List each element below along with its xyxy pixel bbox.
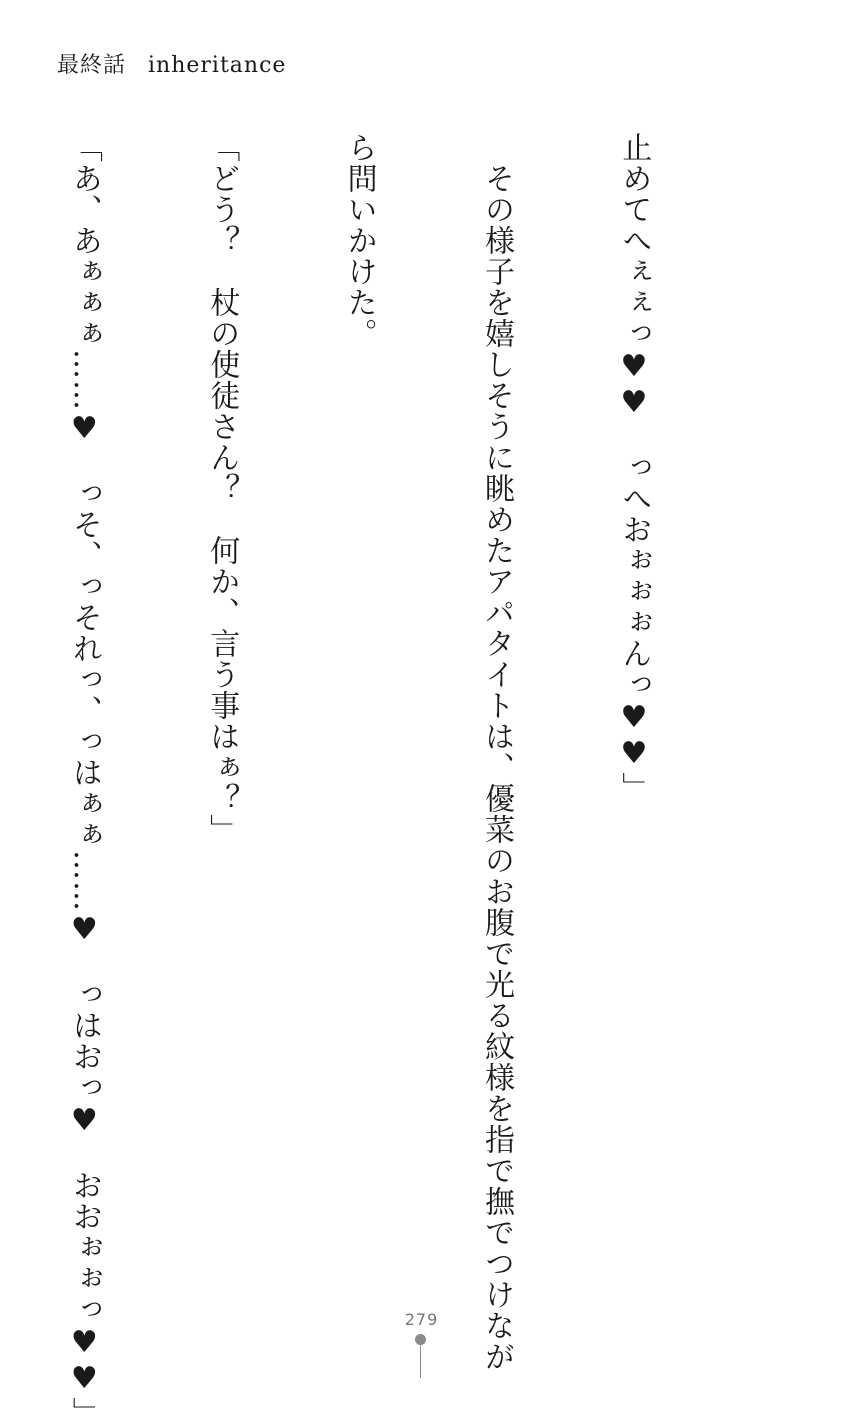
text-line: 「あ、あぁぁぁ……♥ っそ、っそれっ、っはぁぁ……♥ っはおっ♥ おおぉぉっ♥♥」 [66,132,102,1428]
page-marker-line [420,1344,421,1378]
chapter-label: 最終話 [57,53,127,78]
text-line: ら問いかけた。 [341,132,377,349]
page-number: 279 [404,1310,439,1329]
text-line: 「どう？ 杖の使徒さん？ 何か、言う事はぁ？」 [204,132,240,845]
running-header [57,48,286,79]
text-line: その様子を嬉しそうに眺めたアパタイトは、優菜のお腹で光る紋様を指で撫でつけなが [479,132,515,1372]
text-line: 止めてへぇぇっ♥♥ っへおぉぉぉんっ♥♥」 [616,132,652,803]
chapter-title: inheritance [148,53,287,78]
